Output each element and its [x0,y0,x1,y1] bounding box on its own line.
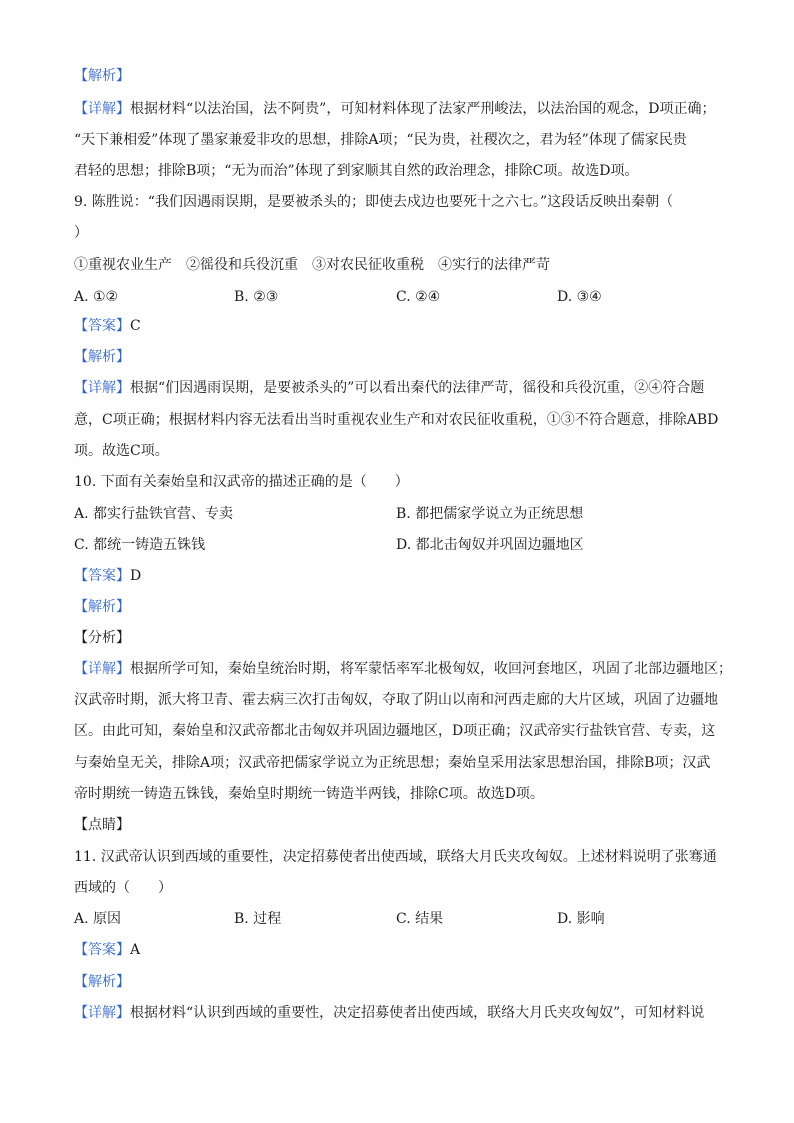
question-9-option-a: A. ①② [74,289,119,305]
detail-line: 汉武帝时期，派大将卫青、霍去病三次打击匈奴，夺取了阴山以南和河西走廊的大片区域，巩固了边疆地 [74,692,718,708]
question-11-option-c: C. 结果 [396,911,444,927]
question-10-answer: 【答案】D [74,568,142,584]
question-10-option-d: D. 都北击匈奴并巩固边疆地区 [396,537,584,553]
section-label-fenxi: 【分析】 [74,630,130,646]
question-9-items: ①重视农业生产 ②徭役和兵役沉重 ③对农民征收重税 ④实行的法律严苛 [74,257,550,273]
section-label-jiexi: 【解析】 [74,599,130,615]
detail-line: “天下兼相爱”体现了墨家兼爱非攻的思想，排除A项；“民为贵，社稷次之，君为轻”体现了儒家民贵 [74,132,687,148]
question-10-stem: 10. 下面有关秦始皇和汉武帝的描述正确的是（ ） [74,474,409,490]
detail-line: 【详解】根据“们因遇雨误期，是要被杀头的”可以看出秦代的法律严苛，徭役和兵役沉重，②④符合题 [74,380,705,396]
detail-line: 区。由此可知，秦始皇和汉武帝都北击匈奴并巩固边疆地区，D项正确；汉武帝实行盐铁官营、专卖，这 [74,723,716,739]
question-10-option-a: A. 都实行盐铁官营、专卖 [74,506,234,522]
question-10-option-b: B. 都把儒家学说立为正统思想 [396,506,584,522]
question-11-option-b: B. 过程 [234,911,282,927]
question-11-stem: 11. 汉武帝认识到西域的重要性，决定招募使者出使西域，联络大月氏夹攻匈奴。上述材料说明了张骞通 [74,849,717,865]
question-11-option-d: D. 影响 [557,911,605,927]
question-9-option-c: C. ②④ [396,289,441,305]
section-label-dianjing: 【点睛】 [74,817,130,833]
question-9-stem: 9. 陈胜说：“我们因遇雨误期，是要被杀头的；即使去戍边也要死十之六七。”这段话反映出秦朝（ [74,194,674,210]
question-9-option-d: D. ③④ [557,289,602,305]
question-11-stem-cont: 西域的（ ） [74,880,172,896]
question-11-answer: 【答案】A [74,942,141,958]
detail-line: 项。故选C项。 [74,443,169,459]
question-9-option-b: B. ②③ [234,289,279,305]
question-9-answer: 【答案】C [74,318,141,334]
detail-line: 【详解】根据材料“认识到西域的重要性，决定招募使者出使西域，联络大月氏夹攻匈奴”，可知材料说 [74,1005,705,1021]
detail-line: 【详解】根据材料“以法治国，法不阿贵”，可知材料体现了法家严刑峻法，以法治国的观念，D项正确； [74,101,716,117]
detail-line: 帝时期统一铸造五铢钱，秦始皇时期统一铸造半两钱，排除C项。故选D项。 [74,786,544,802]
section-label-jiexi: 【解析】 [74,974,130,990]
section-label-jiexi: 【解析】 [74,68,130,84]
question-11-option-a: A. 原因 [74,911,122,927]
detail-line: 与秦始皇无关，排除A项；汉武帝把儒家学说立为正统思想；秦始皇采用法家思想治国，排除B项；汉武 [74,755,711,771]
detail-line: 意，C项正确；根据材料内容无法看出当时重视农业生产和对农民征收重税，①③不符合题意，排除ABD [74,412,719,428]
detail-line: 【详解】根据所学可知，秦始皇统治时期，将军蒙恬率军北极匈奴，收回河套地区，巩固了北部边疆地区； [74,661,732,677]
question-10-option-c: C. 都统一铸造五铢钱 [74,537,206,553]
section-label-jiexi: 【解析】 [74,349,130,365]
question-9-stem-cont: ） [74,225,88,241]
detail-line: 君轻的思想；排除B项；“无为而治”体现了到家顺其自然的政治理念，排除C项。故选D项。 [74,163,639,179]
